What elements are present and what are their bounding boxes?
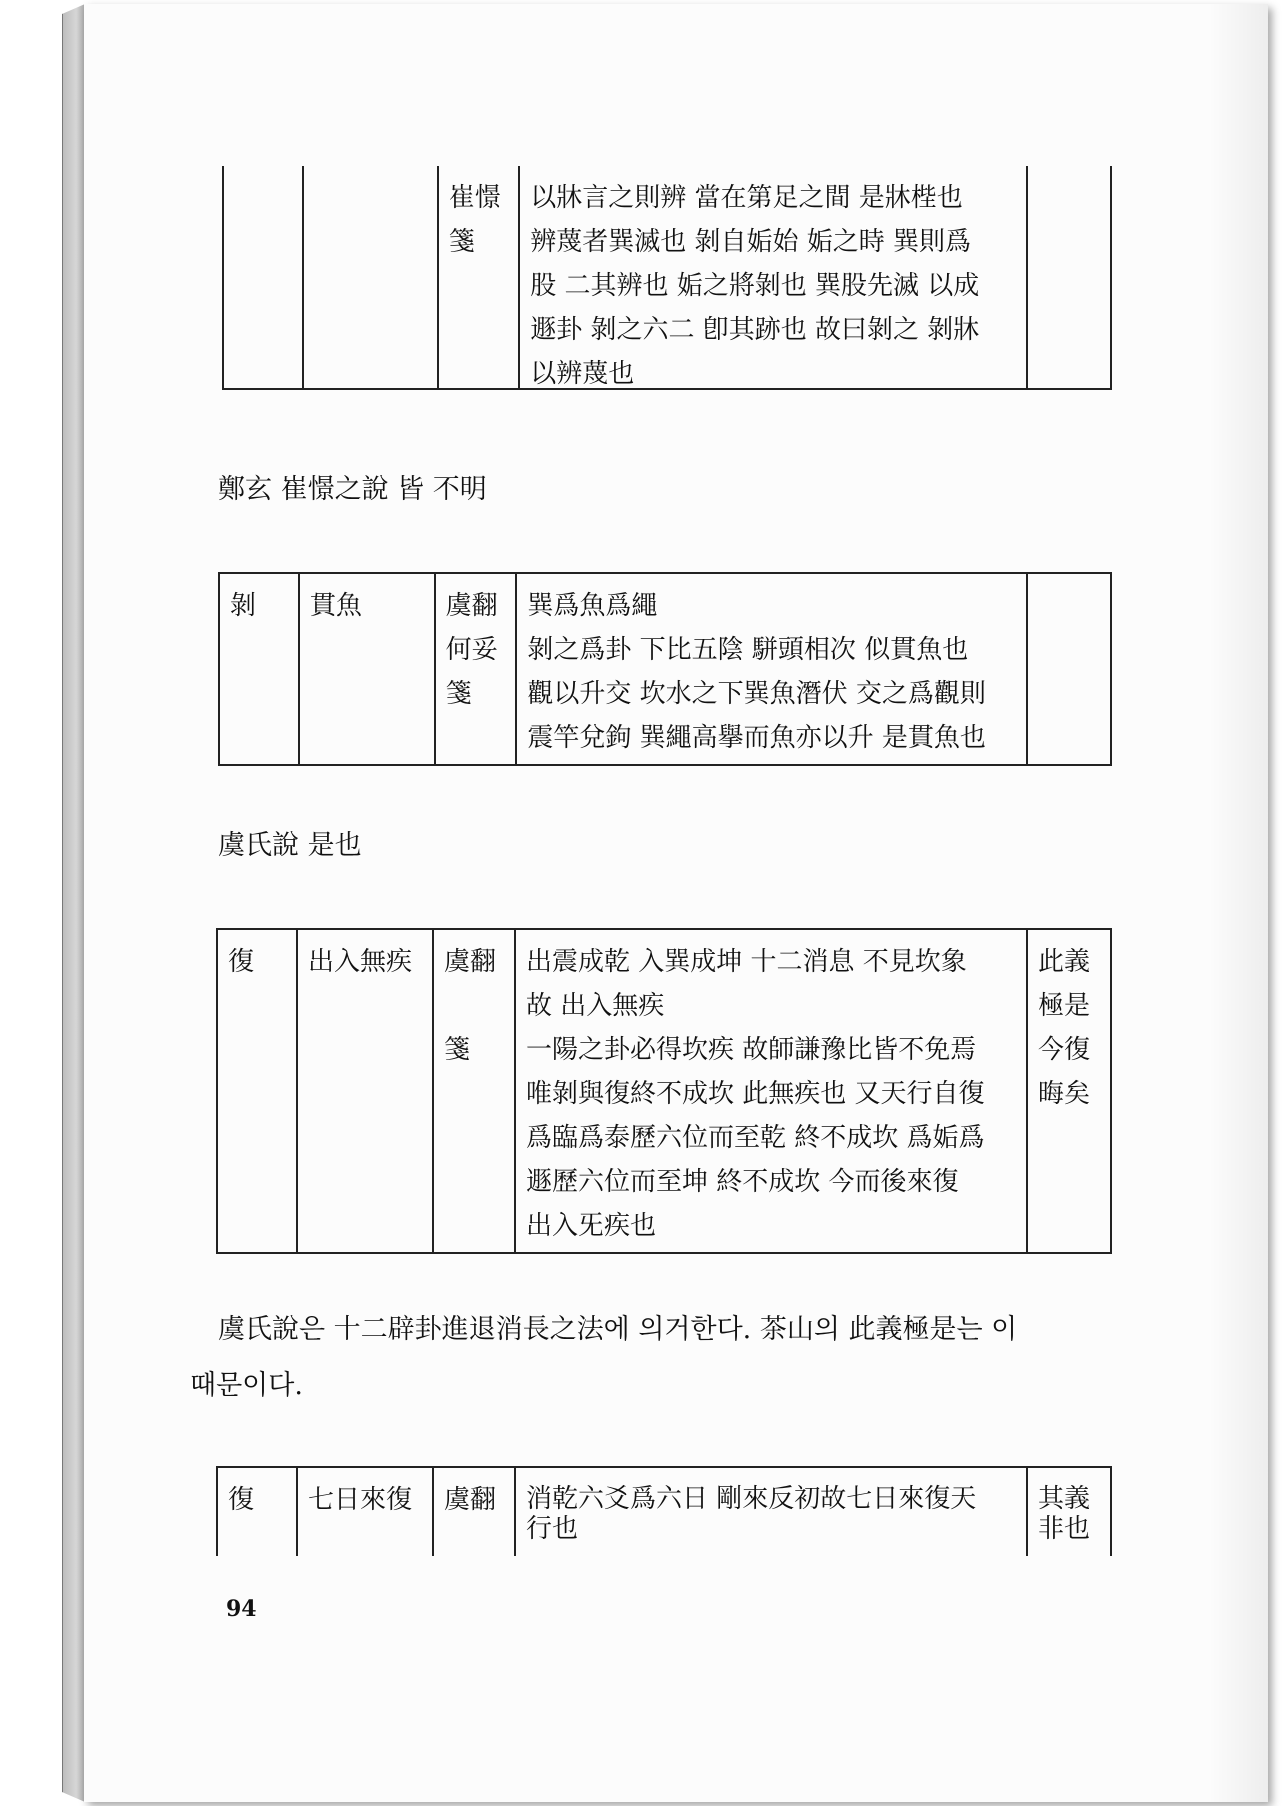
book-spine <box>62 4 85 1802</box>
phrase-cell <box>298 1468 434 1556</box>
commentator-cell <box>434 1468 516 1556</box>
commentary-line: 遯卦 剝之六二 卽其跡也 故曰剝之 剝牀 <box>530 315 980 345</box>
commentary-line: 巽爲魚爲繩 <box>527 591 658 621</box>
paragraph-3-line-1: 虞氏說은 十二辟卦進退消長之法에 의거한다. 茶山의 此義極是는 이 <box>218 1314 1018 1345</box>
remark-line: 其義 <box>1038 1484 1091 1514</box>
remark-line: 今復 <box>1038 1035 1091 1065</box>
commentary-line: 出震成乾 入巽成坤 十二消息 不見坎象 <box>526 947 967 977</box>
commentator-name <box>444 984 504 1028</box>
page-number: 94 <box>226 1596 257 1622</box>
hexagram-cell <box>220 574 300 764</box>
hexagram-cell <box>218 930 298 1252</box>
commentary-line: 一陽之卦必得坎疾 故師謙豫比皆不免焉 <box>526 1035 977 1065</box>
commentary-line: 辨蔑者巽滅也 剝自姤始 姤之時 巽則爲 <box>530 227 972 257</box>
commentary-line: 以牀言之則辨 當在第足之間 是牀梐也 <box>530 183 963 213</box>
phrase-cell <box>298 930 434 1252</box>
paragraph-1: 鄭玄 崔憬之說 皆 不明 <box>218 474 487 505</box>
remark-cell <box>1028 930 1110 1252</box>
commentary-line: 剝之爲卦 下比五陰 駢頭相次 似貫魚也 <box>527 635 969 665</box>
remark-cell <box>1028 1468 1110 1556</box>
phrase-text: 七日來復 <box>308 1485 413 1515</box>
commentator-name: 虞翻 <box>445 591 498 621</box>
commentator-cell <box>439 166 521 388</box>
commentary-text-cell <box>516 930 1028 1252</box>
commentary-text-cell <box>520 166 1028 388</box>
commentator-name: 虞翻 <box>444 947 497 977</box>
commentary-line: 行也 <box>526 1514 579 1544</box>
hexagram-name: 復 <box>228 1485 255 1515</box>
paragraph-2: 虞氏說 是也 <box>218 830 362 861</box>
phrase-text: 貫魚 <box>309 591 362 621</box>
phrase-cell <box>300 574 436 764</box>
commentary-table-4 <box>216 1466 1112 1556</box>
remark-line: 非也 <box>1038 1514 1091 1544</box>
commentary-line: 觀以升交 坎水之下巽魚潛伏 交之爲觀則 <box>527 679 986 709</box>
commentary-line: 遯歷六位而至坤 終不成坎 今而後來復 <box>526 1167 959 1197</box>
phrase-text: 出入無疾 <box>308 947 413 977</box>
commentary-text-cell <box>517 574 1028 764</box>
remark-line: 晦矣 <box>1038 1079 1091 1109</box>
commentary-text-cell <box>516 1468 1028 1556</box>
remark-line: 極是 <box>1038 991 1091 1021</box>
hexagram-cell <box>224 166 304 388</box>
paragraph-3-line-2: 때문이다. <box>190 1370 303 1401</box>
commentator-name: 虞翻 <box>444 1485 497 1515</box>
commentator-name: 何妥 <box>445 635 498 665</box>
commentary-line: 震竿兌鉤 巽繩高擧而魚亦以升 是貫魚也 <box>527 723 986 753</box>
remark-cell <box>1028 574 1110 764</box>
commentary-line: 股 二其辨也 姤之將剝也 巽股先滅 以成 <box>530 271 980 301</box>
hexagram-name: 剝 <box>230 591 257 621</box>
commentary-line: 故 出入無疾 <box>526 991 665 1021</box>
commentary-table-1 <box>222 166 1112 390</box>
commentary-line: 唯剝與復終不成坎 此無疾也 又天行自復 <box>526 1079 985 1109</box>
remark-cell <box>1028 166 1110 388</box>
commentary-line: 出入旡疾也 <box>526 1211 657 1241</box>
commentary-table-3 <box>216 928 1112 1254</box>
hexagram-name: 復 <box>228 947 255 977</box>
commentary-line: 以辨蔑也 <box>530 359 635 389</box>
commentator-name: 箋 <box>444 1035 471 1065</box>
commentator-name: 崔憬 <box>448 183 501 213</box>
phrase-cell <box>304 166 439 388</box>
remark-line: 此義 <box>1038 947 1091 977</box>
commentator-name: 箋 <box>448 227 475 257</box>
commentary-table-2 <box>218 572 1112 766</box>
commentary-line: 消乾六爻爲六日 剛來反初故七日來復天 <box>526 1484 977 1514</box>
hexagram-cell <box>218 1468 298 1556</box>
commentator-cell <box>434 930 516 1252</box>
commentary-line: 爲臨爲泰歷六位而至乾 終不成坎 爲姤爲 <box>526 1123 985 1153</box>
commentator-cell <box>436 574 518 764</box>
commentator-name: 箋 <box>445 679 472 709</box>
